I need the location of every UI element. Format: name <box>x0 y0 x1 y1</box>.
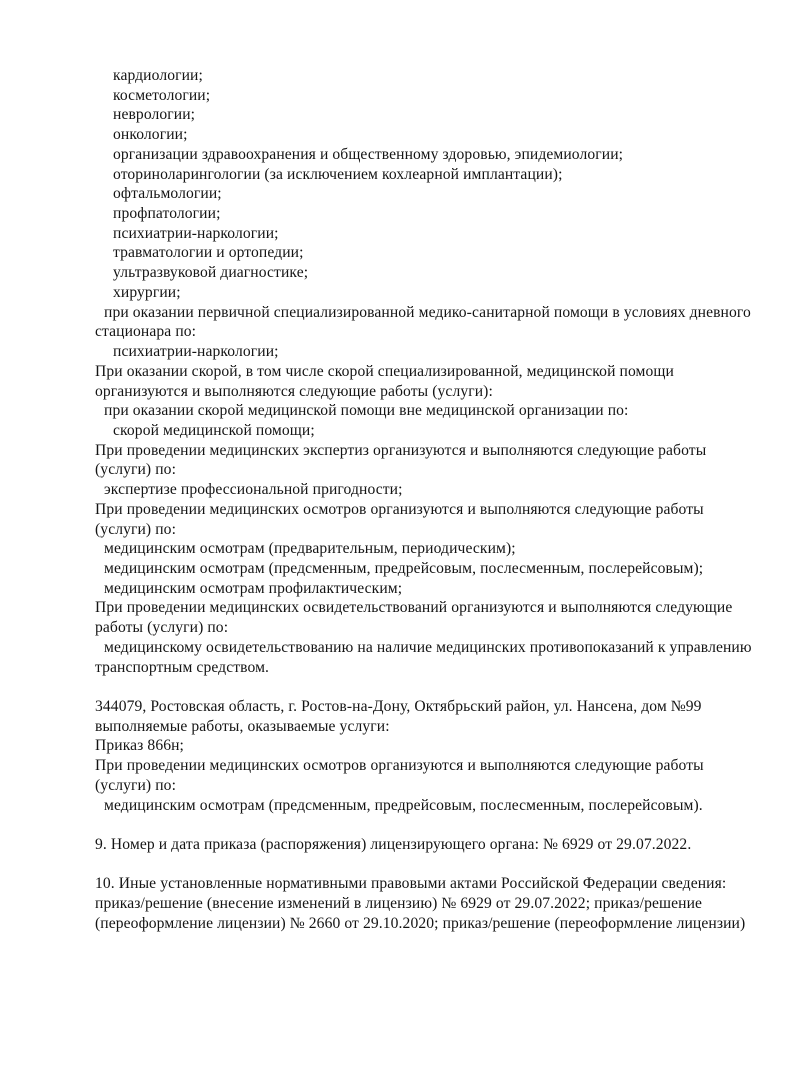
text-line: медицинским осмотрам профилактическим; <box>104 579 403 597</box>
text-line: 9. Номер и дата приказа (распоряжения) лицензирующего органа: № 6929 от 29.07.2022. <box>95 836 692 854</box>
blank-line <box>95 815 776 835</box>
document-text-block <box>95 66 776 934</box>
blank-line <box>95 855 776 875</box>
text-line: ультразвуковой диагностике; <box>113 264 309 282</box>
text-line: экспертизе профессиональной пригодности; <box>104 481 403 499</box>
text-line: 10. Иные установленные нормативными правовыми актами Российской Федерации сведения: <box>95 875 727 893</box>
text-line: онкологии; <box>113 126 188 144</box>
text-line: при оказании скорой медицинской помощи вне медицинской организации по: <box>104 402 629 420</box>
text-line: При проведении медицинских экспертиз организуются и выполняются следующие работы <box>95 441 707 459</box>
text-line: профпатологии; <box>113 205 221 223</box>
text-line: кардиологии; <box>113 67 203 84</box>
text-line: При проведении медицинских осмотров организуются и выполняются следующие работы <box>95 500 704 518</box>
text-line: (услуги) по: <box>95 776 176 794</box>
text-line: при оказании первичной специализированной медико-санитарной помощи в условиях дневного <box>104 303 751 321</box>
text-line: При оказании скорой, в том числе скорой специализированной, медицинской помощи <box>95 362 674 380</box>
text-line: офтальмологии; <box>113 185 222 203</box>
text-line: оториноларингологии (за исключением кохлеарной имплантации); <box>113 165 563 183</box>
text-line: приказ/решение (внесение изменений в лицензию) № 6929 от 29.07.2022; приказ/решение <box>95 895 703 913</box>
text-line: (услуги) по: <box>95 461 176 479</box>
text-line: медицинским осмотрам (предсменным, предрейсовым, послесменным, послерейсовым); <box>104 559 704 577</box>
text-line: транспортным средством. <box>95 658 270 676</box>
text-line: неврологии; <box>113 106 196 124</box>
text-line: психиатрии-наркологии; <box>113 224 279 242</box>
text-line: косметологии; <box>113 86 211 104</box>
text-line: При проведении медицинских освидетельствований организуются и выполняются следующие <box>95 599 733 617</box>
text-line: медицинскому освидетельствованию на наличие медицинских противопоказаний к управлению <box>104 638 752 656</box>
text-line: (переоформление лицензии) № 2660 от 29.10.2020; приказ/решение (переоформление лицензии) <box>95 914 746 932</box>
text-line: организуются и выполняются следующие работы (услуги): <box>95 382 493 400</box>
text-line: 344079, Ростовская область, г. Ростов-на-Дону, Октябрьский район, ул. Нансена, дом №99 <box>95 698 702 715</box>
text-line: хирургии; <box>113 283 181 301</box>
text-line: (услуги) по: <box>95 520 176 538</box>
text-line: скорой медицинской помощи; <box>113 421 315 439</box>
text-line: психиатрии-наркологии; <box>113 343 279 361</box>
text-line: организации здравоохранения и общественному здоровью, эпидемиологии; <box>113 145 624 163</box>
text-line: Приказ 866н; <box>95 737 184 755</box>
blank-line <box>95 677 776 697</box>
text-line: При проведении медицинских осмотров организуются и выполняются следующие работы <box>95 757 704 775</box>
text-line: стационара по: <box>95 323 197 341</box>
text-line: работы (услуги) по: <box>95 619 229 637</box>
text-line: медицинским осмотрам (предварительным, периодическим); <box>104 540 516 558</box>
text-line: травматологии и ортопедии; <box>113 244 304 262</box>
text-line: выполняемые работы, оказываемые услуги: <box>95 717 390 735</box>
text-line: медицинским осмотрам (предсменным, предрейсовым, послесменным, послерейсовым). <box>104 796 703 814</box>
